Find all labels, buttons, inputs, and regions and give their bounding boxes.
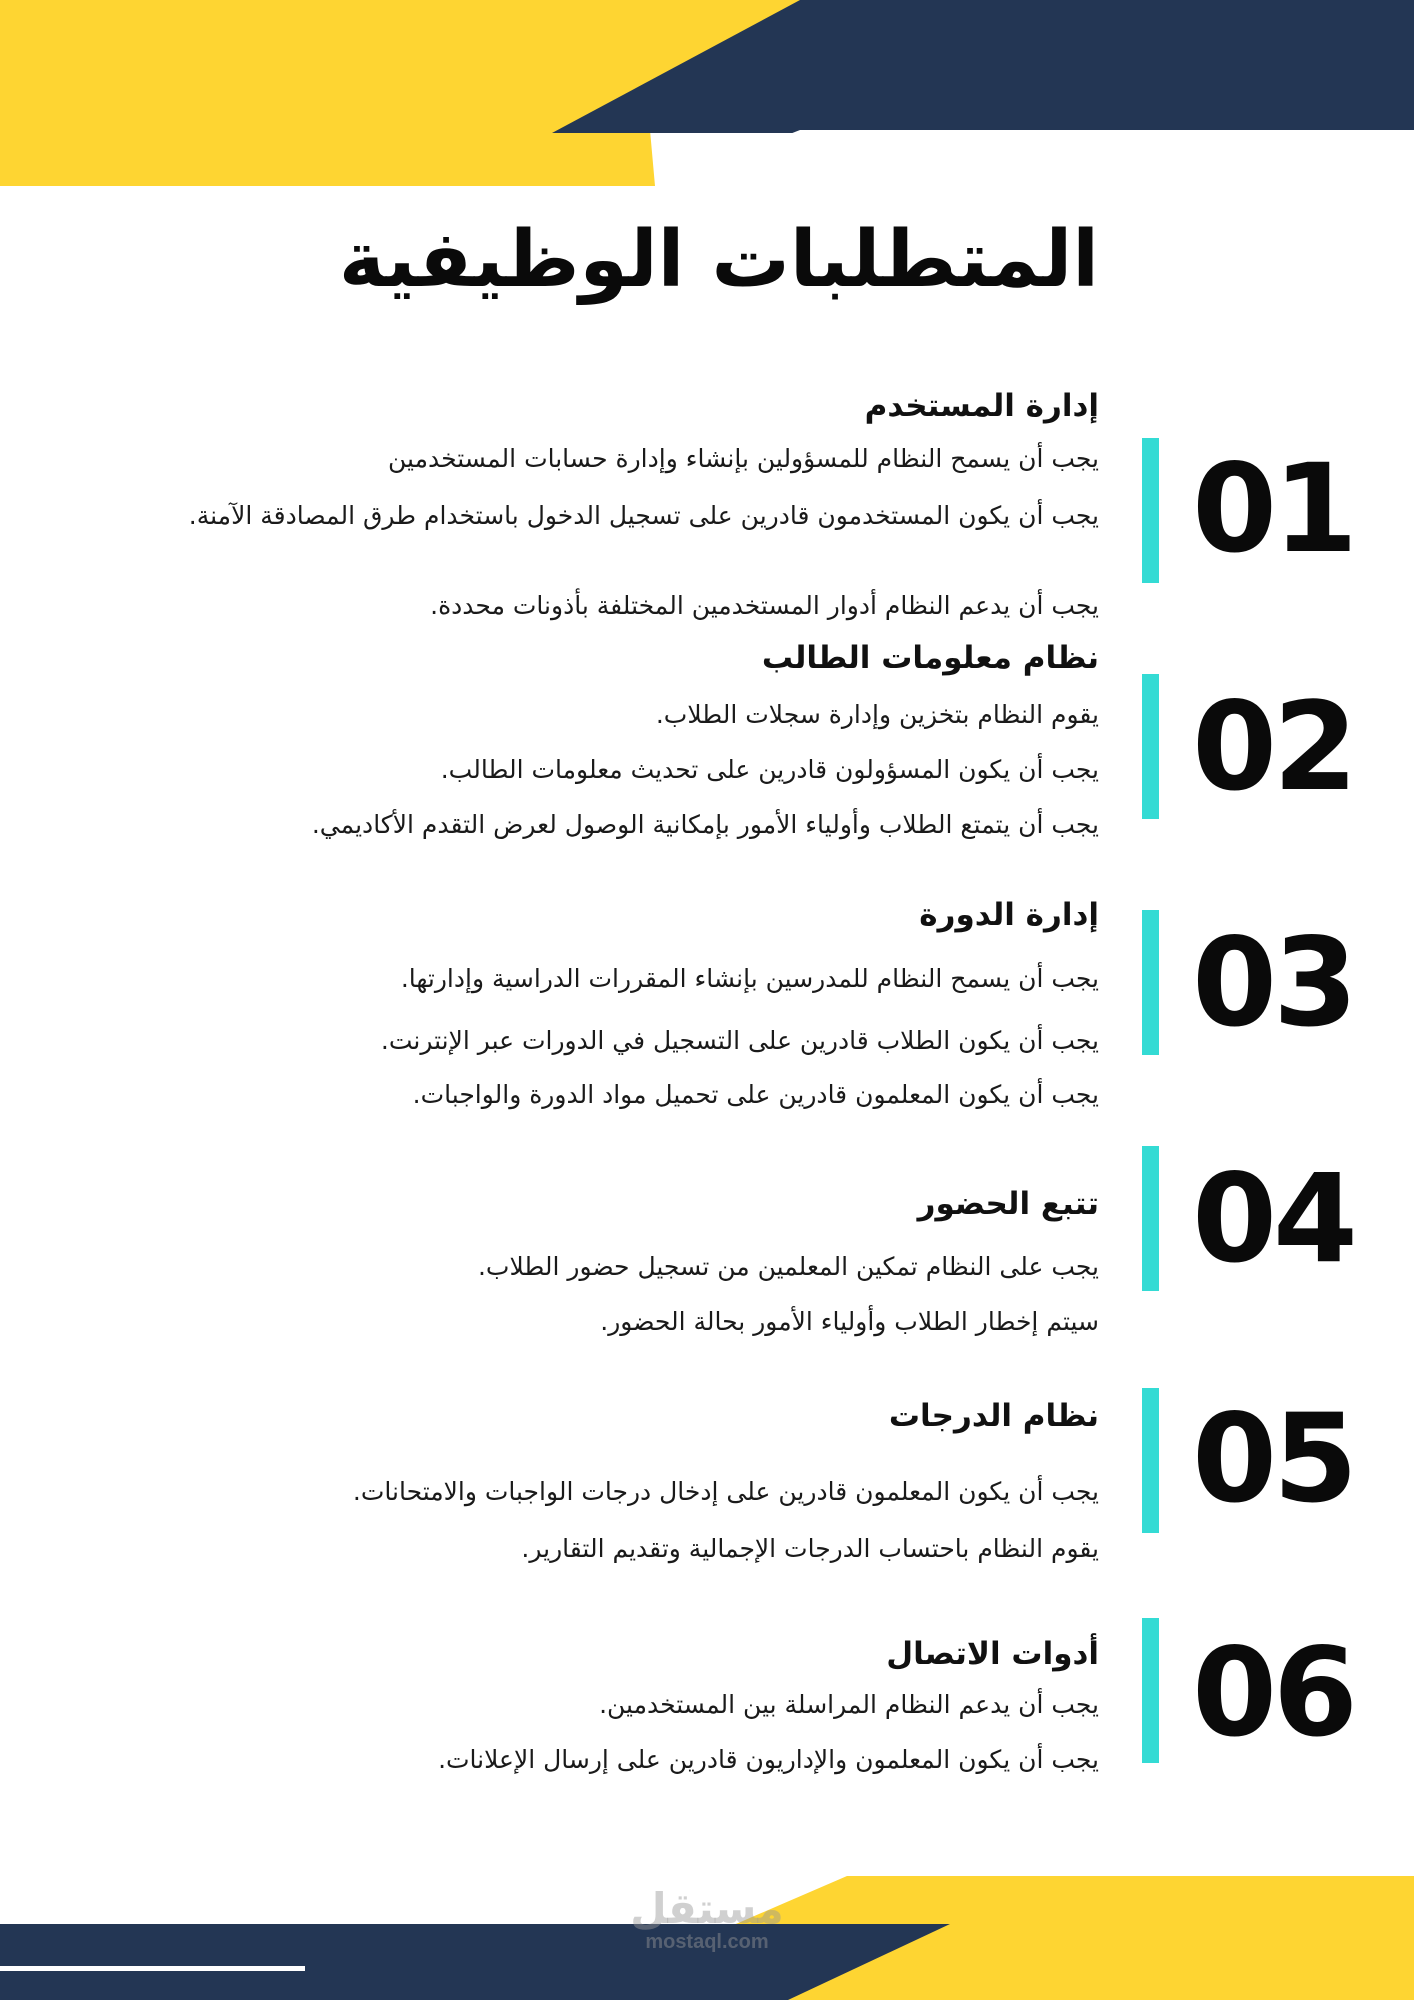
page-title: المتطلبات الوظيفية: [338, 215, 1099, 305]
section-item: يقوم النظام باحتساب الدرجات الإجمالية وتقديم التقارير.: [521, 1534, 1099, 1563]
section-item: يجب أن يكون المسؤولون قادرين على تحديث معلومات الطالب.: [440, 755, 1099, 784]
section-item: يجب أن يسمح النظام للمدرسين بإنشاء المقررات الدراسية وإدارتها.: [400, 964, 1099, 993]
section-title: تتبع الحضور: [917, 1186, 1099, 1222]
section-title: أدوات الاتصال: [886, 1636, 1099, 1672]
section-number: 06: [1192, 1622, 1354, 1764]
section-accent-bar: [1142, 1388, 1159, 1533]
section-item: يجب أن يكون المعلمون قادرين على إدخال درجات الواجبات والامتحانات.: [352, 1477, 1099, 1506]
section-item: يجب على النظام تمكين المعلمين من تسجيل حضور الطلاب.: [477, 1252, 1099, 1281]
section-number: 05: [1192, 1388, 1354, 1530]
section-number: 04: [1192, 1148, 1354, 1290]
section-item: يجب أن يسمح النظام للمسؤولين بإنشاء وإدارة حسابات المستخدمين: [388, 444, 1099, 473]
watermark-logo-text: مستقل: [630, 1884, 784, 1933]
section-item: يقوم النظام بتخزين وإدارة سجلات الطلاب.: [655, 700, 1099, 729]
section-accent-bar: [1142, 674, 1159, 819]
section-item: سيتم إخطار الطلاب وأولياء الأمور بحالة الحضور.: [600, 1307, 1099, 1336]
section-item: يجب أن يدعم النظام المراسلة بين المستخدمين.: [599, 1690, 1099, 1719]
watermark-url: mostaql.com: [645, 1931, 769, 1953]
bottom-navy-shape: [0, 1924, 950, 2000]
section-accent-bar: [1142, 910, 1159, 1055]
section-item: يجب أن يدعم النظام أدوار المستخدمين المختلفة بأذونات محددة.: [430, 591, 1099, 620]
top-white-wedge: [657, 130, 1414, 186]
section-item: يجب أن يكون المستخدمون قادرين على تسجيل الدخول باستخدام طرق المصادقة الآمنة.: [188, 501, 1099, 530]
section-title: إدارة المستخدم: [864, 388, 1099, 424]
bottom-white-line: [0, 1966, 305, 1971]
section-item: يجب أن يتمتع الطلاب وأولياء الأمور بإمكانية الوصول لعرض التقدم الأكاديمي.: [311, 810, 1099, 839]
section-accent-bar: [1142, 1618, 1159, 1763]
section-accent-bar: [1142, 438, 1159, 583]
section-number: 03: [1192, 912, 1354, 1054]
section-title: نظام معلومات الطالب: [761, 640, 1099, 676]
section-accent-bar: [1142, 1146, 1159, 1291]
section-title: نظام الدرجات: [888, 1398, 1099, 1434]
section-number: 02: [1192, 676, 1354, 818]
section-title: إدارة الدورة: [919, 897, 1099, 933]
watermark: [622, 1884, 792, 1954]
section-item: يجب أن يكون المعلمون قادرين على تحميل مواد الدورة والواجبات.: [412, 1080, 1099, 1109]
section-item: يجب أن يكون المعلمون والإداريون قادرين على إرسال الإعلانات.: [438, 1745, 1099, 1774]
section-number: 01: [1192, 438, 1354, 580]
section-item: يجب أن يكون الطلاب قادرين على التسجيل في الدورات عبر الإنترنت.: [380, 1026, 1099, 1055]
